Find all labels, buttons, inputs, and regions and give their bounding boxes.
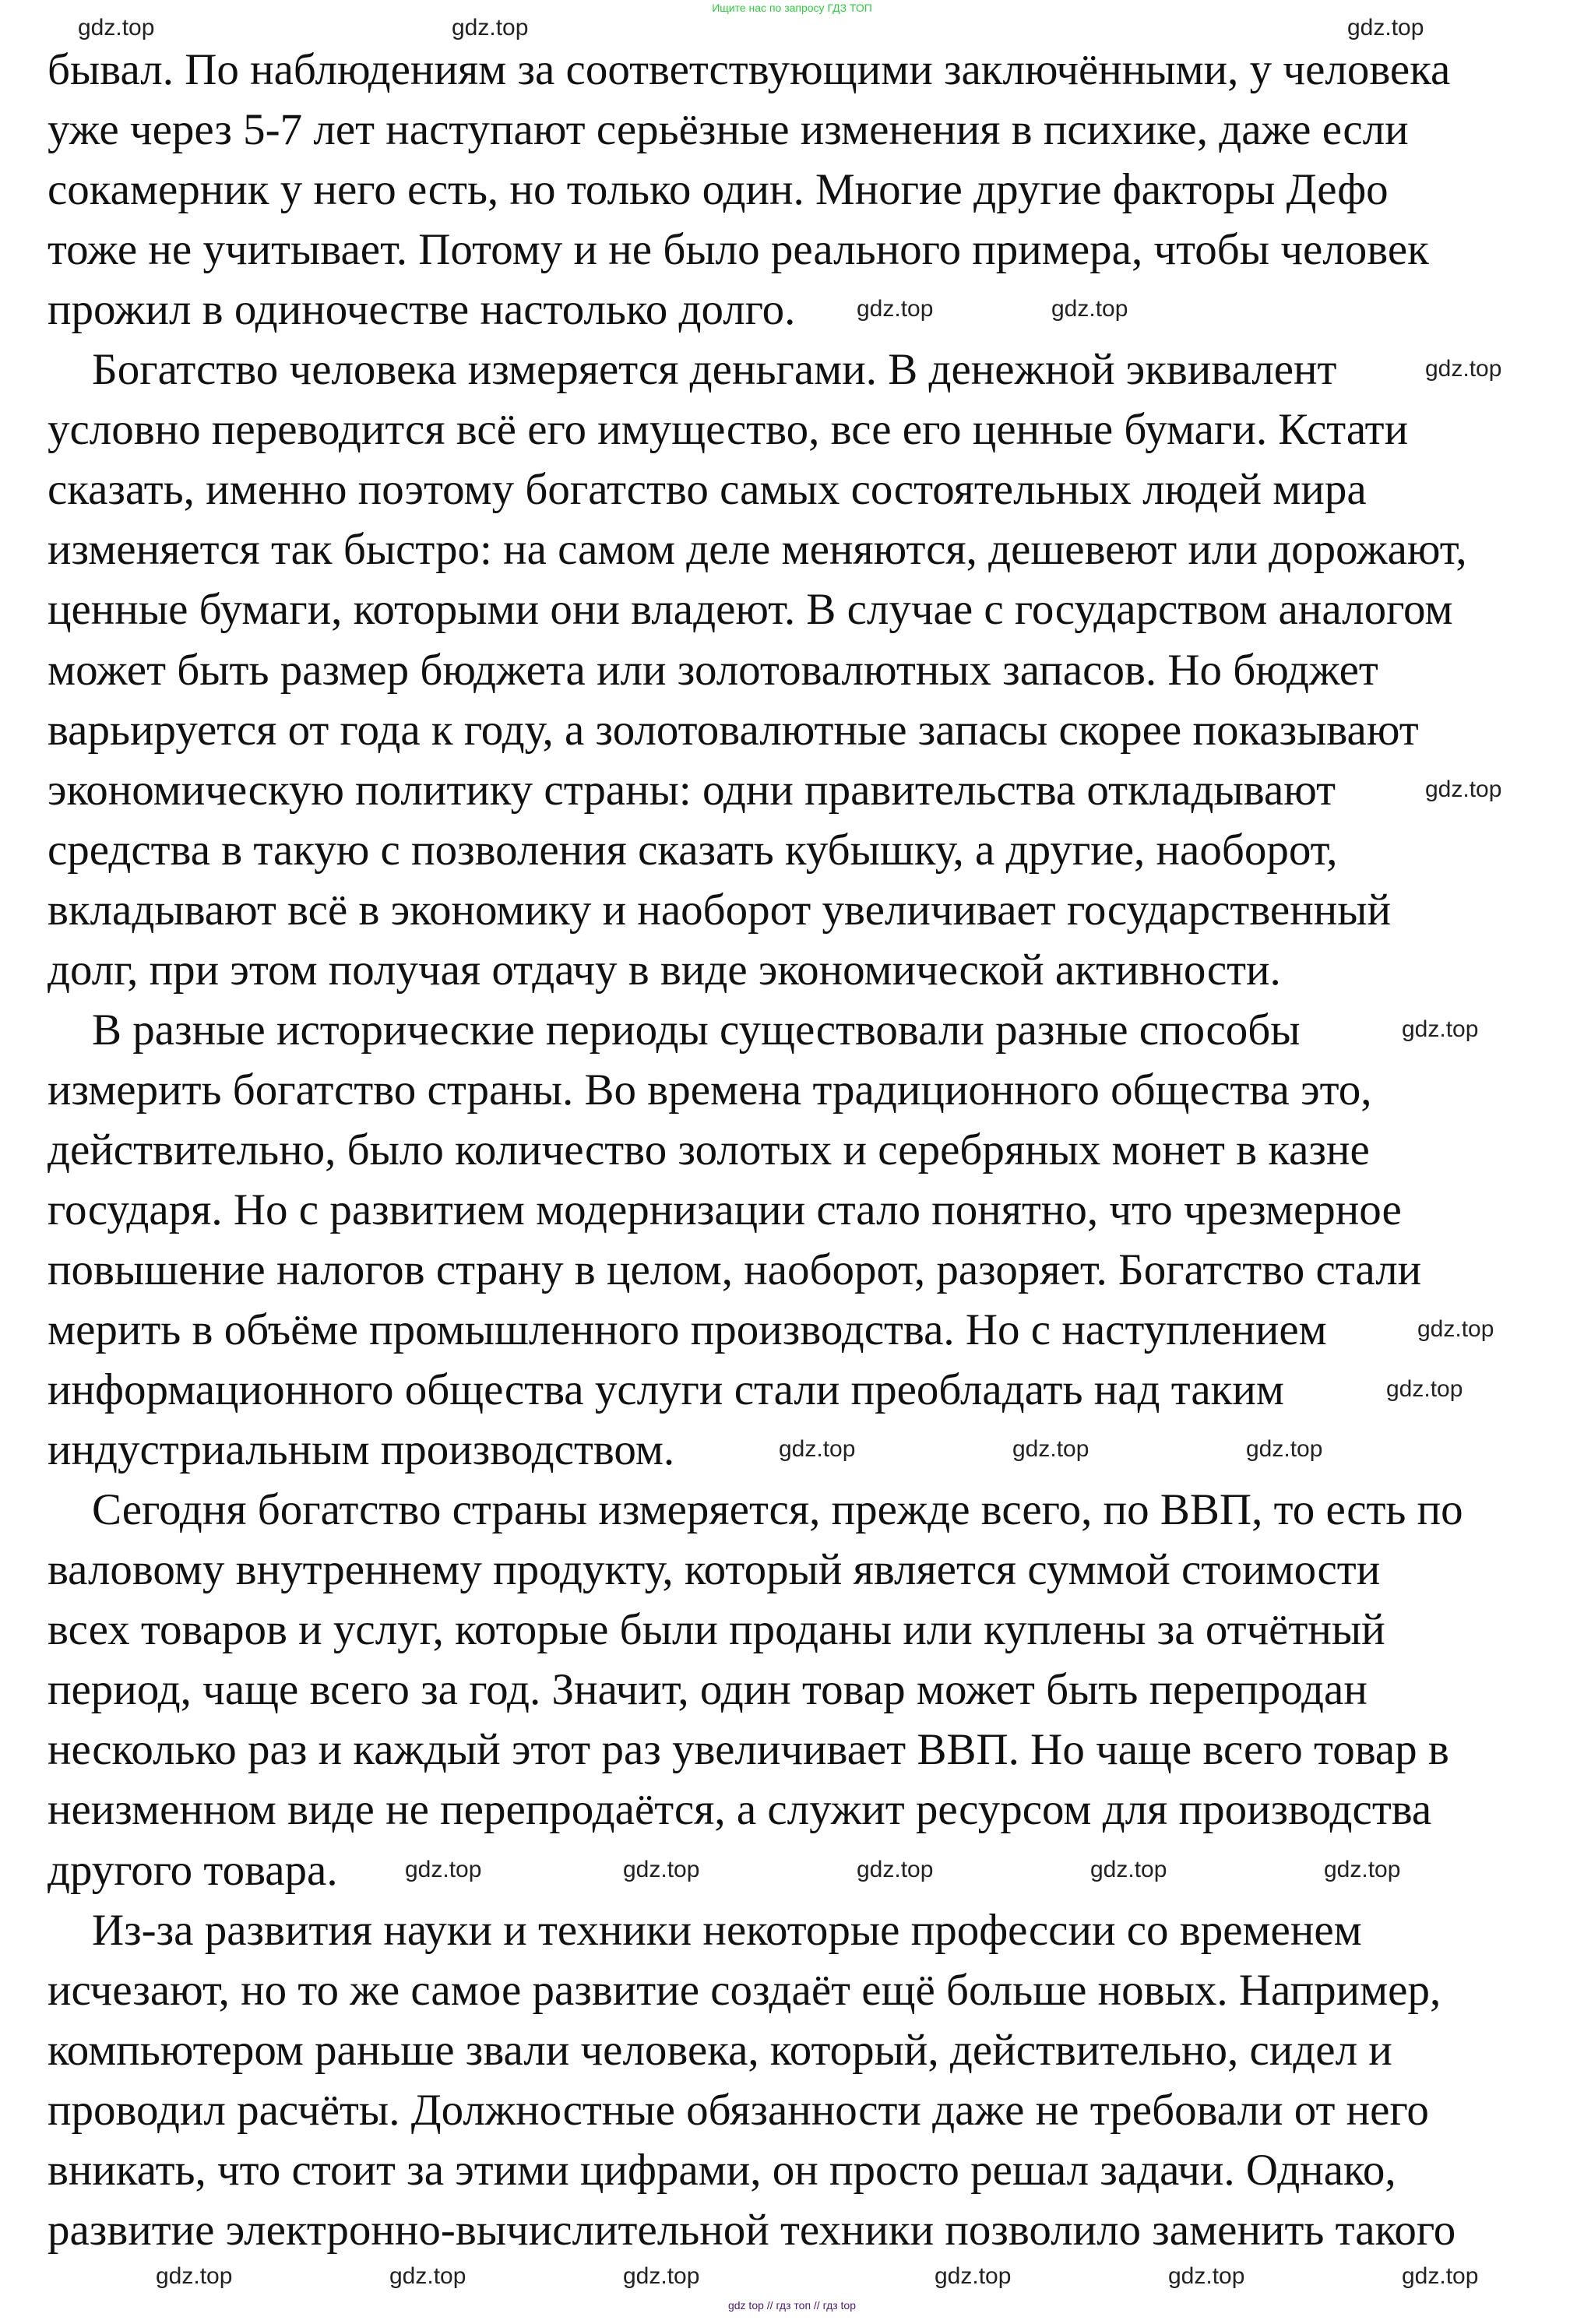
watermark-label: gdz.top [623,1856,700,1882]
watermark-label: gdz.top [452,15,529,40]
text-line: мерить в объёме промышленного производства. Но с наступлением [48,1305,1327,1355]
text-line: ценные бумаги, которыми они владеют. В случае с государством аналогом [48,585,1453,635]
text-line: исчезают, но то же самое развитие создаёт ещё больше новых. Например, [48,1965,1441,2015]
text-line: сокамерник у него есть, но только один. Многие другие факторы Дефо [48,165,1389,215]
text-line: В разные исторические периоды существовали разные способы [92,1005,1301,1055]
text-line: сказать, именно поэтому богатство самых состоятельных людей мира [48,465,1367,515]
watermark-label: gdz.top [1051,296,1128,322]
text-line: уже через 5-7 лет наступают серьёзные изменения в психике, даже если [48,105,1409,155]
watermark-label: gdz.top [779,1436,856,1463]
text-line: средства в такую с позволения сказать кубышку, а другие, наоборот, [48,825,1338,875]
text-line: прожил в одиночестве настолько долго. [48,285,796,335]
watermark-label: gdz.top [1347,15,1424,40]
watermark-label: gdz.top [156,2263,233,2289]
text-line: изменяется так быстро: на самом деле меняются, дешевеют или дорожают, [48,525,1467,575]
text-line: повышение налогов страну в целом, наоборот, разоряет. Богатство стали [48,1245,1422,1294]
text-line: валовому внутреннему продукту, который является суммой стоимости [48,1545,1381,1595]
watermark-label: gdz.top [1090,1856,1167,1882]
text-line: индустриальным производством. [48,1425,675,1475]
text-line: всех товаров и услуг, которые были проданы или куплены за отчётный [48,1605,1385,1655]
text-line: период, чаще всего за год. Значит, один товар может быть перепродан [48,1665,1368,1715]
watermark-label: gdz.top [1386,1376,1463,1403]
watermark-label: gdz.top [1324,1856,1401,1882]
text-line: вникать, что стоит за этими цифрами, он просто решал задачи. Однако, [48,2145,1396,2195]
watermark-label: gdz.top [1168,2263,1245,2289]
watermark-label: gdz.top [857,296,934,322]
watermark-label: gdz.top [389,2263,466,2289]
text-line: бывал. По наблюдениям за соответствующими заключёнными, у человека [48,45,1451,94]
watermark-label: gdz.top [1012,1436,1089,1463]
watermark-label: gdz.top [935,2263,1012,2289]
text-line: экономическую политику страны: одни правительства откладывают [48,765,1336,815]
watermark-label: gdz.top [1417,1316,1494,1343]
text-line: другого товара. [48,1845,338,1895]
watermark-label: gdz.top [1402,2263,1479,2289]
text-line: государя. Но с развитием модернизации стало понятно, что чрезмерное [48,1185,1402,1234]
text-line: условно переводится всё его имущество, все его ценные бумаги. Кстати [48,405,1409,455]
text-line: измерить богатство страны. Во времена традиционного общества это, [48,1065,1372,1114]
search-banner: Ищите нас по запросу ГДЗ ТОП [712,2,872,14]
text-line: информационного общества услуги стали преобладать над таким [48,1365,1284,1415]
text-line: Из-за развития науки и техники некоторые профессии со временем [92,1905,1362,1955]
text-line: компьютером раньше звали человека, который, действительно, сидел и [48,2025,1392,2075]
watermark-label: gdz.top [78,15,155,40]
text-line: развитие электронно-вычислительной техники позволило заменить такого [48,2205,1456,2255]
text-line: вкладывают всё в экономику и наоборот увеличивает государственный [48,885,1392,935]
watermark-label: gdz.top [405,1856,482,1882]
footer-watermark: gdz top // гдз топ // гдз top [727,2299,857,2312]
watermark-label: gdz.top [1425,356,1502,382]
text-line: действительно, было количество золотых и серебряных монет в казне [48,1125,1370,1174]
text-line: Сегодня богатство страны измеряется, прежде всего, по ВВП, то есть по [92,1485,1463,1535]
text-line: проводил расчёты. Должностные обязанности даже не требовали от него [48,2085,1429,2135]
text-line: несколько раз и каждый этот раз увеличивает ВВП. Но чаще всего товар в [48,1725,1449,1775]
watermark-label: gdz.top [1402,1016,1479,1042]
text-line: варьируется от года к году, а золотовалютные запасы скорее показывают [48,705,1419,755]
text-line: Богатство человека измеряется деньгами. В денежной эквивалент [92,345,1337,395]
text-line: долг, при этом получая отдачу в виде экономической активности. [48,945,1281,995]
text-line: может быть размер бюджета или золотовалютных запасов. Но бюджет [48,645,1378,695]
watermark-label: gdz.top [857,1856,934,1882]
text-line: неизменном виде не перепродаётся, а служит ресурсом для производства [48,1785,1432,1835]
watermark-label: gdz.top [1246,1436,1323,1463]
watermark-label: gdz.top [1425,776,1502,802]
watermark-label: gdz.top [623,2263,700,2289]
text-line: тоже не учитывает. Потому и не было реального примера, чтобы человек [48,225,1429,275]
